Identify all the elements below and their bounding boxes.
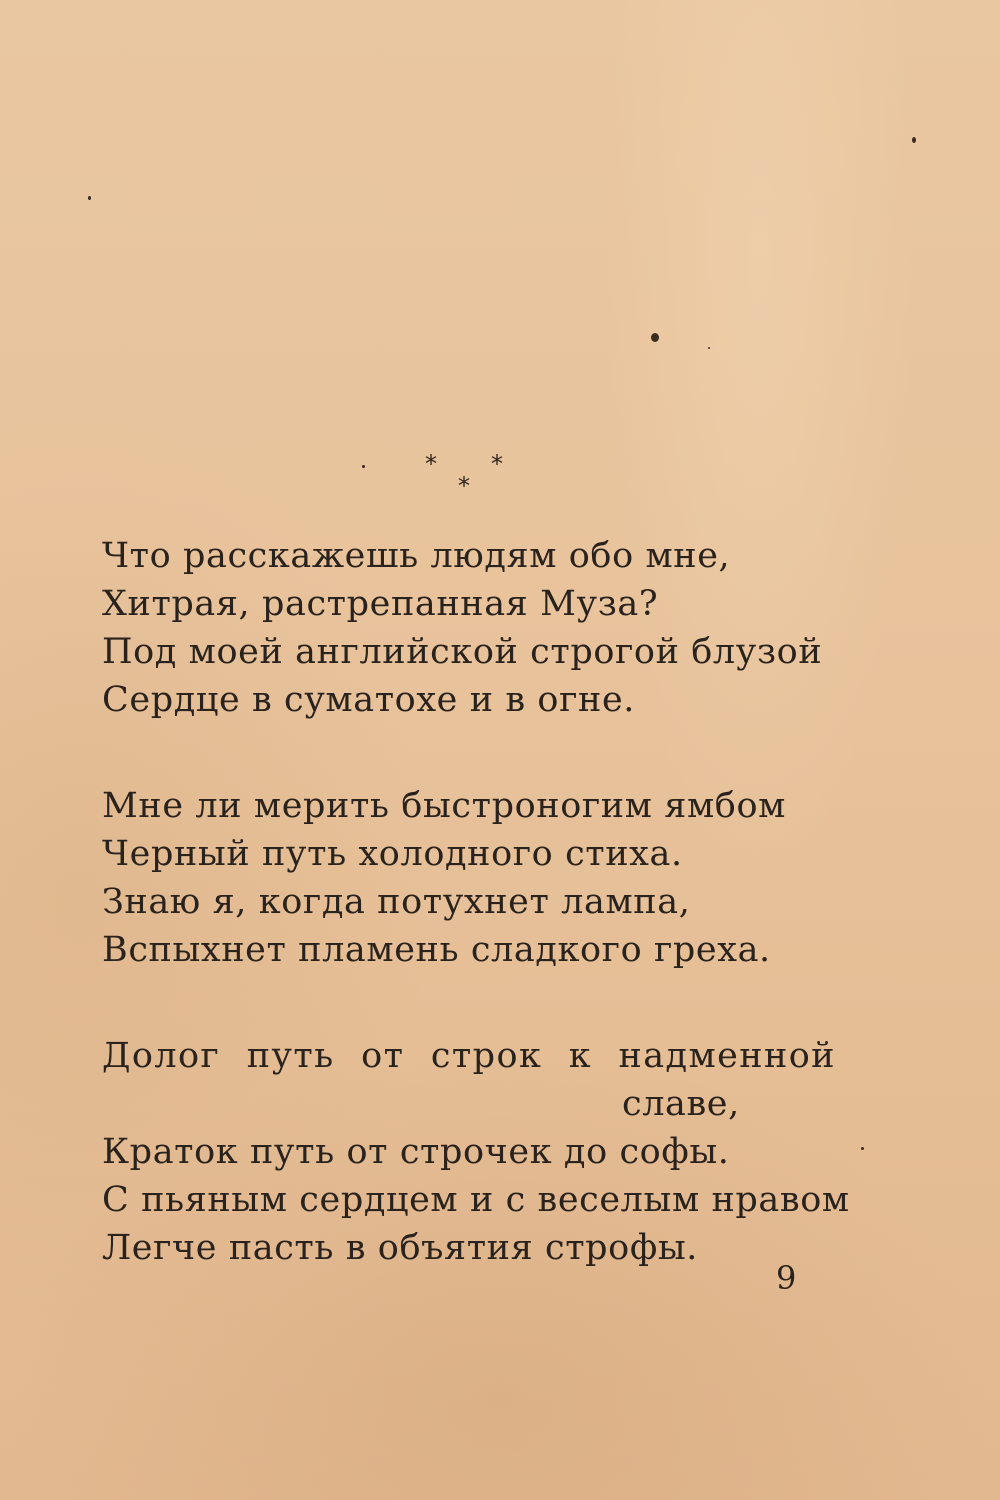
poem-line: Легче пасть в объятия строфы.: [102, 1228, 699, 1268]
asterism-star: *: [425, 450, 437, 478]
page-number: 9: [776, 1259, 797, 1297]
poem: [102, 532, 862, 1330]
poem-line: Мне ли мерить быстроногим ямбом: [102, 786, 786, 826]
asterism: [0, 0, 1000, 520]
stanza-3: [102, 1032, 862, 1272]
stanza-2: [102, 782, 862, 974]
asterism-star: *: [458, 472, 470, 500]
poem-line: Знаю я, когда потухнет лампа,: [102, 882, 691, 922]
poem-line: Под моей английской строгой блузой: [102, 632, 823, 672]
asterism-star: *: [491, 450, 503, 478]
poem-line: Хитрая, растрепанная Муза?: [102, 584, 659, 624]
poem-line: Что расскажешь людям обо мне,: [102, 536, 731, 576]
poem-line: С пьяным сердцем и с веселым нравом: [102, 1180, 850, 1220]
poem-line: Долог путь от строк к надменной: [102, 1036, 836, 1076]
poem-line: Краток путь от строчек до софы.: [102, 1132, 730, 1172]
poem-line: Сердце в суматохе и в огне.: [102, 680, 635, 720]
poem-line: Вспыхнет пламень сладкого греха.: [102, 930, 771, 970]
poem-line-continuation: славе,: [622, 1084, 740, 1124]
stanza-1: [102, 532, 862, 724]
poem-line: Черный путь холодного стиха.: [102, 834, 683, 874]
